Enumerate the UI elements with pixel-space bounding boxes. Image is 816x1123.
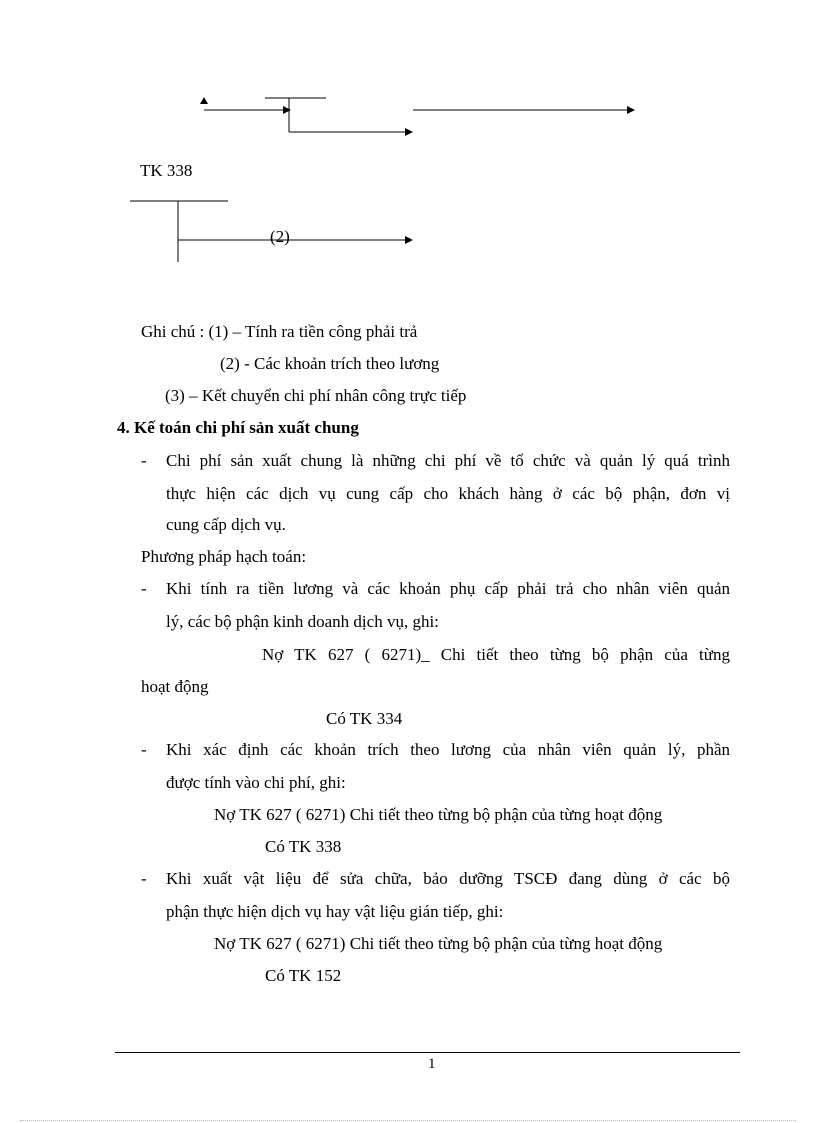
bullet4-debit-entry: Nợ TK 627 ( 6271) Chi tiết theo từng bộ phận của từng hoạt động <box>214 934 663 953</box>
diagram-line-label: (2) <box>270 227 290 246</box>
up-arrowhead <box>200 97 208 104</box>
bullet1-line2: thực hiện các dịch vụ cung cấp cho khách hàng ở các bộ phận, đơn vị <box>166 484 730 503</box>
bullet4-line2: phận thực hiện dịch vụ hay vật liệu gián tiếp, ghi: <box>166 902 504 921</box>
note-item-2: (2) - Các khoản trích theo lương <box>220 354 440 373</box>
bullet1-line3: cung cấp dịch vụ. <box>166 515 286 534</box>
bullet-dash: - <box>141 579 147 598</box>
bullet-dash: - <box>141 869 147 888</box>
bullet1-line1: Chi phí sản xuất chung là những chi phí về tổ chức và quản lý quá trình <box>166 451 730 470</box>
bullet3-debit-entry: Nợ TK 627 ( 6271) Chi tiết theo từng bộ phận của từng hoạt động <box>214 805 663 824</box>
method-label: Phương pháp hạch toán: <box>141 547 307 566</box>
bullet2-line1: Khi tính ra tiền lương và các khoản phụ cấp phải trả cho nhân viên quản <box>166 579 730 598</box>
bullet3-line1: Khi xác định các khoản trích theo lương của nhân viên quản lý, phần <box>166 740 730 759</box>
footer-rule <box>115 1052 740 1053</box>
bullet-dash: - <box>141 451 147 470</box>
tk338-arrowhead <box>405 236 413 244</box>
page-number: 1 <box>428 1056 436 1072</box>
page-edge-divider <box>20 1120 796 1121</box>
bullet2-line2: lý, các bộ phận kinh doanh dịch vụ, ghi: <box>166 612 439 631</box>
bullet2-credit-entry: Có TK 334 <box>326 709 403 728</box>
note-item-3: (3) – Kết chuyển chi phí nhân công trực tiếp <box>165 386 467 405</box>
section-title: 4. Kế toán chi phí sản xuất chung <box>117 418 359 437</box>
bullet2-debit-continuation: hoạt động <box>141 677 209 696</box>
notes-heading: Ghi chú : (1) – Tính ra tiền công phải trả <box>141 322 418 341</box>
account-label-tk338: TK 338 <box>140 161 193 180</box>
bullet-dash: - <box>141 740 147 759</box>
bullet4-line1: Khi xuất vật liệu để sửa chữa, bảo dưỡng TSCĐ đang dùng ở các bộ <box>166 869 730 888</box>
arrowhead-long <box>627 106 635 114</box>
arrowhead-left-connector <box>283 106 291 114</box>
t-account-diagram <box>0 0 816 300</box>
bullet3-credit-entry: Có TK 338 <box>265 837 342 856</box>
bullet2-debit-entry: Nợ TK 627 ( 6271)_ Chi tiết theo từng bộ phận của từng <box>262 645 730 664</box>
bullet3-line2: được tính vào chi phí, ghi: <box>166 773 346 792</box>
arrowhead-lower <box>405 128 413 136</box>
bullet4-credit-entry: Có TK 152 <box>265 966 342 985</box>
